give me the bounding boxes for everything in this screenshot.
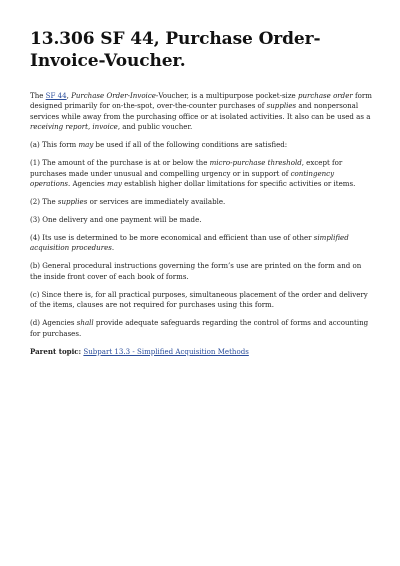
para-1-text-3: . Agencies <box>67 179 108 189</box>
contingency-operations-term: contingency operations <box>30 168 335 189</box>
purchase-order-term: purchase order <box>297 91 353 100</box>
supplies-term: supplies <box>266 101 297 111</box>
supplies-term: supplies <box>57 197 88 207</box>
para-a-text-2: be used if all of the following conditions are satisfied: <box>93 140 288 150</box>
may-term: may <box>107 179 122 189</box>
intro-text-2: , <box>66 91 72 100</box>
invoice-term: invoice <box>92 122 118 132</box>
intro-paragraph <box>30 91 372 133</box>
paragraph-3: (3) One delivery and one payment will be made. <box>30 215 202 225</box>
simplified-acquisition-procedures-term: simplified acquisition procedures <box>30 233 349 253</box>
para-a-text-1: (a) This form <box>30 140 79 150</box>
parent-topic-label: Parent topic: <box>30 346 82 356</box>
para-1-text-2: , except for purchases made under unusual and compelling urgency or in support of <box>30 158 343 178</box>
form-title-emphasis: Purchase Order-Invoice- <box>71 91 159 100</box>
intro-text-1: The <box>30 91 46 100</box>
paragraph-d <box>30 318 372 339</box>
parent-topic <box>30 347 372 357</box>
page-title: 13.306 SF 44, Purchase Order-Invoice-Voucher. <box>30 29 321 71</box>
paragraph-1 <box>30 158 372 189</box>
shall-term: shall <box>76 318 94 328</box>
para-4-text-2: . <box>111 243 115 253</box>
para-d-text-2: provide adequate safeguards regarding the control of forms and accounting for purchases. <box>30 318 369 338</box>
may-term: may <box>78 140 94 150</box>
document-page <box>30 28 372 365</box>
intro-text-7: , and public voucher. <box>117 122 193 132</box>
para-1-text-4: establish higher dollar limitations for specific activities or items. <box>121 179 356 189</box>
paragraph-b: (b) General procedural instructions governing the form’s use are printed on the form and on the inside front cover of each book of forms. <box>30 261 362 281</box>
parent-topic-link[interactable]: Subpart 13.3 - Simplified Acquisition Methods <box>83 346 249 356</box>
para-d-text-1: (d) Agencies <box>30 318 77 328</box>
para-2-text-1: (2) The <box>30 197 58 207</box>
receiving-report-term: receiving report <box>30 122 88 132</box>
intro-text-6: , <box>87 122 93 132</box>
para-1-text-1: (1) The amount of the purchase is at or below the <box>30 158 210 168</box>
para-2-text-2: or services are immediately available. <box>87 197 226 207</box>
intro-text-3: Voucher, is a multipurpose pocket-size <box>158 91 298 100</box>
sf44-link[interactable]: SF 44 <box>45 91 67 100</box>
intro-text-5: and nonpersonal services while away from the purchasing office or at isolated activities. It also can be used as a <box>30 101 371 121</box>
paragraph-c: (c) Since there is, for all practical purposes, simultaneous placement of the order and delivery of the items, clauses are not required for purchases using this form. <box>30 289 368 310</box>
paragraph-2 <box>30 197 372 207</box>
micro-purchase-threshold-term: micro-purchase threshold <box>209 158 302 168</box>
intro-text-4: form designed primarily for on-the-spot, over-the-counter purchases of <box>30 91 372 111</box>
para-4-text-1: (4) Its use is determined to be more economical and efficient than use of other <box>30 233 314 243</box>
paragraph-a <box>30 140 372 150</box>
paragraph-4 <box>30 233 372 254</box>
